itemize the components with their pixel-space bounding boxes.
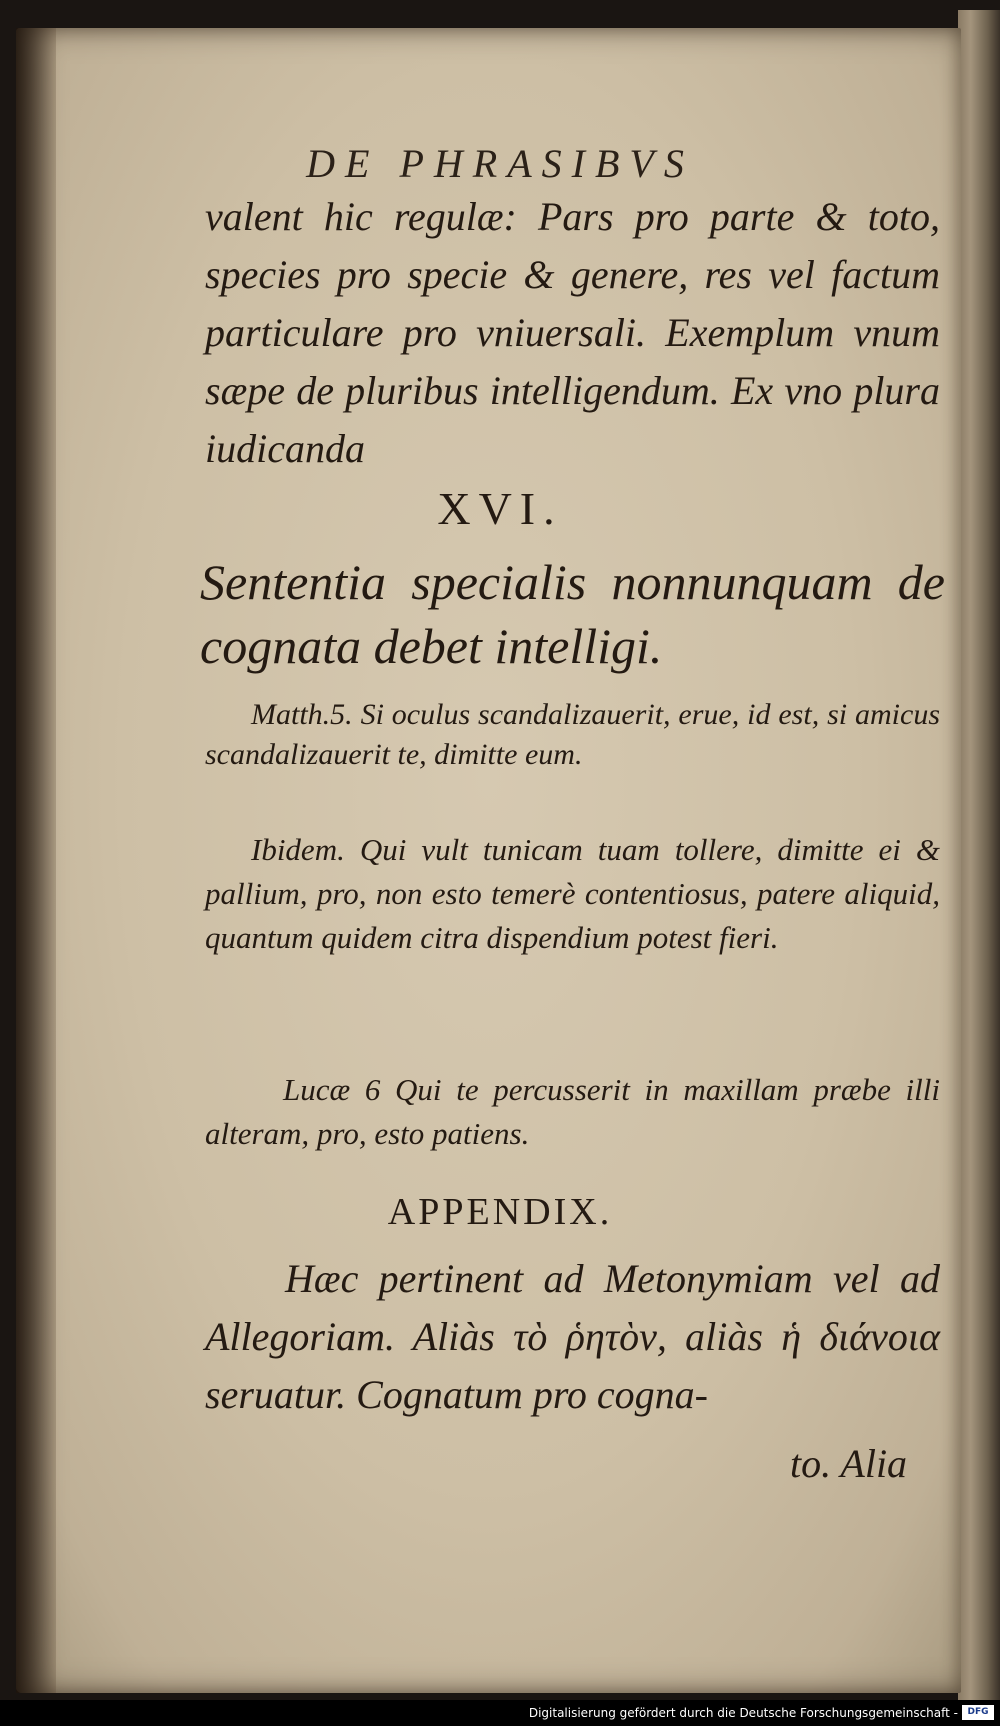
- example-luke: Lucæ 6 Qui te percusserit in maxillam præbe illi alteram, pro, esto patiens.: [205, 1072, 940, 1151]
- rule-statement: Sententia specialis nonnunquam de cognata debet intelligi.: [200, 554, 945, 674]
- paragraph-1: valent hic regulæ: Pars pro parte & toto, species pro specie & genere, res vel factum particulare pro vniuersali. Exemplum vnum sæpe de pluribus intelligendum. Ex vno plura iudicanda: [205, 194, 940, 471]
- page-gutter: [16, 28, 56, 1693]
- running-head: DE PHRASIBVS: [306, 141, 694, 186]
- page-edge: [958, 10, 1000, 1700]
- example-ibidem: Ibidem. Qui vult tunicam tuam tollere, dimitte ei & pallium, pro, non esto temerè contentiosus, patere aliquid, quantum quidem citra dispendium potest fieri.: [205, 832, 940, 955]
- dfg-logo-icon: DFG: [962, 1705, 994, 1720]
- paragraph-2: Hæc pertinent ad Metonymiam vel ad Allegoriam. Aliàs τὸ ῥητὸν, aliàs ἡ διάνοια seruatur. Cognatum pro cogna-: [205, 1256, 940, 1417]
- section-number: XVI.: [437, 483, 563, 534]
- appendix-heading: APPENDIX.: [387, 1191, 613, 1233]
- catchword: to. Alia: [790, 1441, 908, 1486]
- digitization-footer: [0, 1700, 1000, 1726]
- example-matthew: Matth.5. Si oculus scandalizauerit, erue, id est, si amicus scandalizauerit te, dimitte eum.: [205, 698, 940, 771]
- footer-credit: Digitalisierung gefördert durch die Deutsche Forschungsgemeinschaft -: [528, 1706, 958, 1720]
